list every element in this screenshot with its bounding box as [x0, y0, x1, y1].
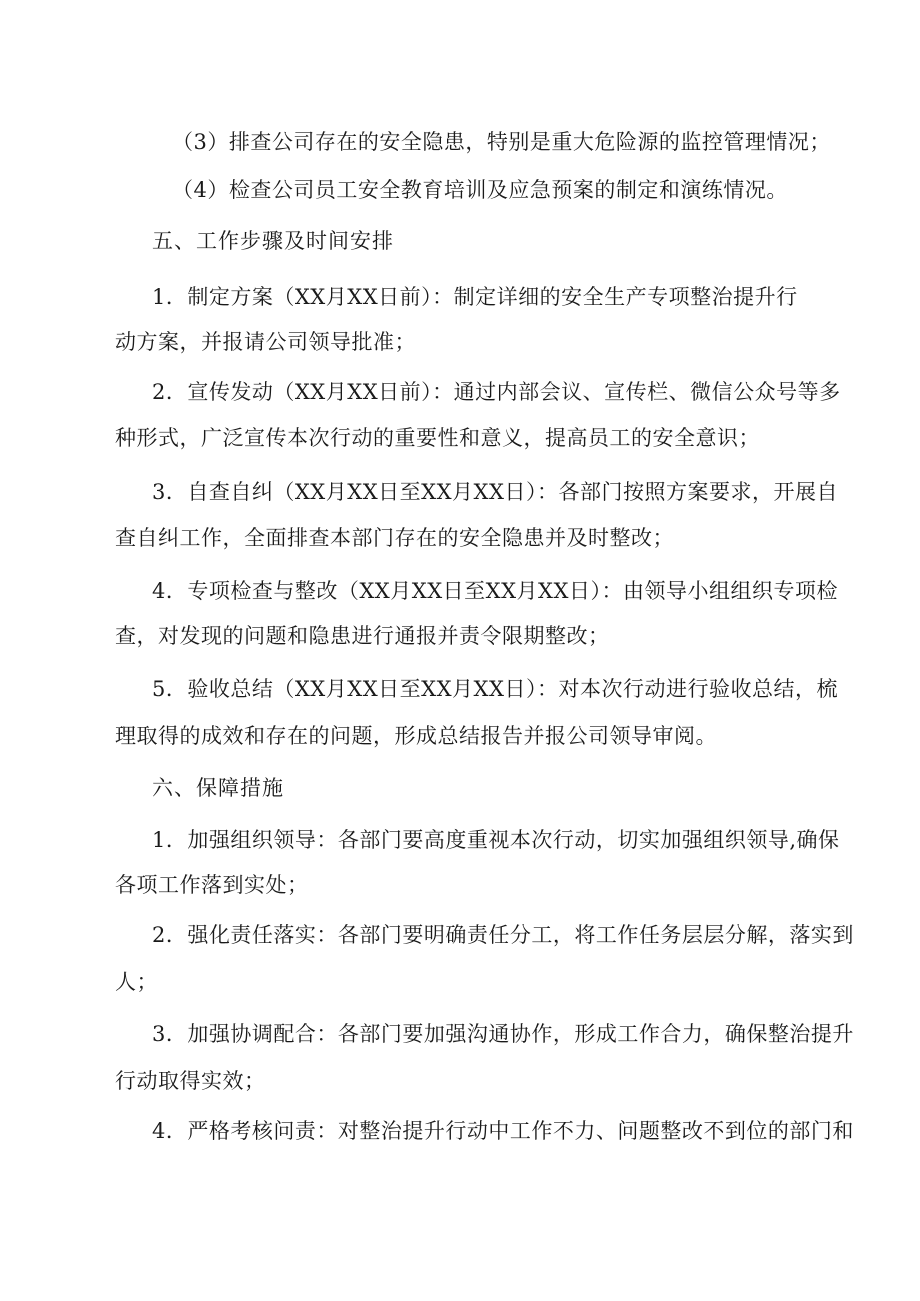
step-4: 4．专项检查与整改（XX月XX日至XX月XX日）：由领导小组组织专项检	[152, 579, 838, 603]
measure-3: 3．加强协调配合：各部门要加强沟通协作，形成工作合力，确保整治提升	[152, 1022, 854, 1046]
step-4-cont: 查，对发现的问题和隐患进行通报并责令限期整改；	[115, 624, 610, 648]
measure-4: 4．严格考核问责：对整治提升行动中工作不力、问题整改不到位的部门和	[152, 1119, 854, 1143]
measure-3-cont: 行动取得实效；	[115, 1069, 266, 1093]
measure-2-cont: 人；	[115, 970, 158, 994]
step-2-cont: 种形式，广泛宣传本次行动的重要性和意义，提高员工的安全意识；	[115, 426, 760, 450]
section-heading-5: 五、工作步骤及时间安排	[152, 229, 394, 253]
step-5: 5．验收总结（XX月XX日至XX月XX日）：对本次行动进行验收总结，梳	[152, 677, 838, 701]
measure-1: 1．加强组织领导：各部门要高度重视本次行动，切实加强组织领导,确保	[152, 828, 840, 852]
measure-1-cont: 各项工作落到实处；	[115, 873, 309, 897]
measure-2: 2．强化责任落实：各部门要明确责任分工，将工作任务层层分解，落实到	[152, 923, 854, 947]
step-2: 2．宣传发动（XX月XX日前）：通过内部会议、宣传栏、微信公众号等多	[152, 380, 841, 404]
step-3-cont: 查自纠工作，全面排查本部门存在的安全隐患并及时整改；	[115, 526, 674, 550]
list-item-4: （4）检查公司员工安全教育培训及应急预案的制定和演练情况。	[172, 178, 788, 202]
step-1-cont: 动方案，并报请公司领导批准；	[115, 330, 416, 354]
list-item-3: （3）排查公司存在的安全隐患，特别是重大危险源的监控管理情况；	[172, 130, 831, 154]
section-heading-6: 六、保障措施	[152, 776, 284, 800]
step-3: 3．自查自纠（XX月XX日至XX月XX日）：各部门按照方案要求，开展自	[152, 480, 838, 504]
step-5-cont: 理取得的成效和存在的问题，形成总结报告并报公司领导审阅。	[115, 724, 717, 748]
step-1: 1．制定方案（XX月XX日前）：制定详细的安全生产专项整治提升行	[152, 285, 798, 309]
